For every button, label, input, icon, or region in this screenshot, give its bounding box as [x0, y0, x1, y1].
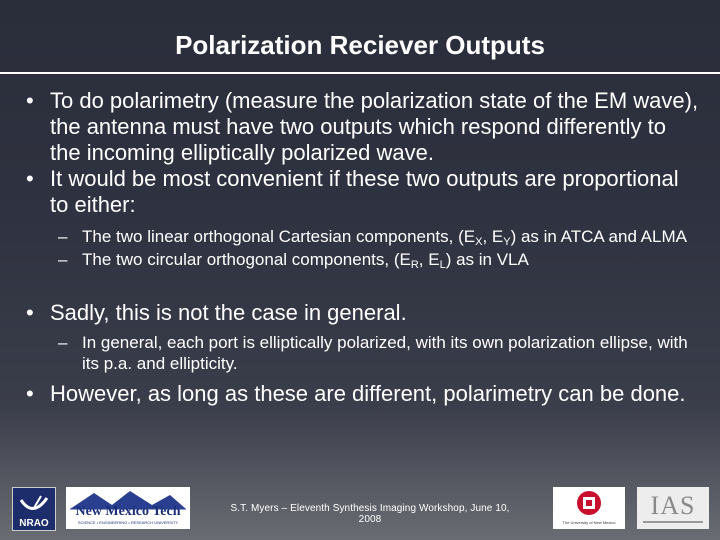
- bullet-list-top: [20, 88, 700, 218]
- bullet-item: [20, 300, 700, 326]
- slide-title: Polarization Reciever Outputs: [175, 30, 545, 60]
- nmt-logo-tagline: SCIENCE • ENGINEERING • RESEARCH UNIVERSITY: [77, 520, 179, 525]
- bullet-item: [20, 381, 700, 407]
- unm-logo-text: The University of New Mexico: [562, 520, 616, 525]
- bullet-list-bottom: [20, 381, 700, 407]
- bullet-marker: •: [26, 88, 34, 113]
- nmt-logo-text: New Mexico Tech: [75, 504, 181, 519]
- bullet-text: It would be most convenient if these two outputs are proportional to either:: [50, 166, 679, 217]
- ias-logo: [637, 487, 709, 529]
- bullet-text: To do polarimetry (measure the polarization state of the EM wave), the antenna must have two outputs which respond differently to the incoming elliptically polarized wave.: [50, 88, 699, 165]
- sub-bullet-text: The two circular orthogonal components, ($E_R$, $E_L$) as in VLA: [82, 250, 529, 271]
- dash-marker: –: [58, 250, 68, 269]
- new-mexico-tech-logo: [66, 487, 190, 529]
- sub-bullet-list-2: [58, 332, 708, 374]
- bullet-text: Sadly, this is not the case in general.: [50, 300, 407, 325]
- bullet-marker: •: [26, 300, 34, 325]
- sub-bullet-item: [58, 249, 708, 270]
- sub-bullet-item: [58, 226, 708, 247]
- sub-bullet-item: [58, 332, 708, 374]
- ias-logo-text: IAS: [650, 491, 696, 520]
- bullet-item: [20, 88, 700, 166]
- bullet-marker: •: [26, 381, 34, 406]
- bullet-list-mid: [20, 300, 700, 326]
- title-underline: [0, 72, 720, 74]
- nrao-logo: [12, 487, 56, 531]
- unm-logo: [553, 487, 625, 529]
- bullet-text: However, as long as these are different, polarimetry can be done.: [50, 381, 686, 406]
- sub-bullet-list-1: [58, 226, 708, 270]
- dash-marker: –: [58, 333, 68, 352]
- sub-bullet-text: The two linear orthogonal Cartesian components, ($E_X$, $E_Y$) as in ATCA and ALMA: [82, 227, 687, 248]
- ias-logo-stripe: [643, 521, 703, 523]
- bullet-item: [20, 166, 700, 218]
- bullet-marker: •: [26, 166, 34, 191]
- sub-bullet-text: In general, each port is elliptically polarized, with its own polarization ellipse, with its p.a. and ellipticity.: [82, 333, 688, 373]
- nrao-dish-icon: [13, 488, 55, 530]
- dash-marker: –: [58, 227, 68, 246]
- footer-credit: S.T. Myers – Eleventh Synthesis Imaging Workshop, June 10, 2008: [230, 503, 510, 525]
- nrao-logo-text: NRAO: [19, 518, 49, 529]
